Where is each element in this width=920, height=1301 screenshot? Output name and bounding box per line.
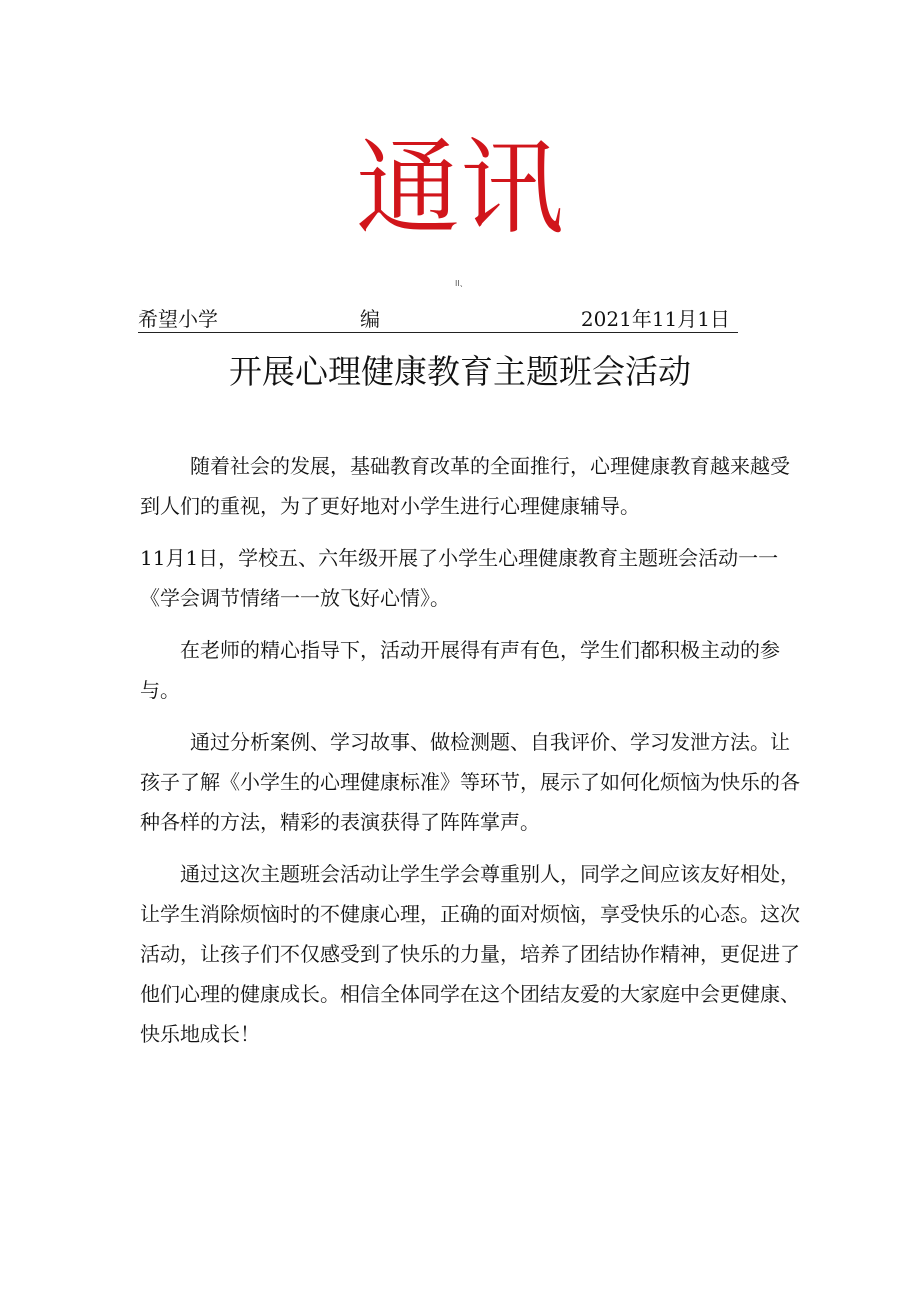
paragraph-2: 11月1日，学校五、六年级开展了小学生心理健康教育主题班会活动一一《学会调节情绪一一放飞好心情》。 [140,546,779,610]
publication-date: 2021年11月1日 [580,307,730,331]
publication-info-row [138,306,738,334]
editor-label: 编 [360,307,380,331]
article-title: 开展心理健康教育主题班会活动 [229,352,691,391]
school-name: 希望小学 [138,307,218,331]
paragraph-1: 随着社会的发展，基础教育改革的全面推行，心理健康教育越来越受到人们的重视，为了更好地对小学生进行心理健康辅导。 [140,454,790,518]
small-mark: II、 [455,279,468,288]
paragraph-5: 通过这次主题班会活动让学生学会尊重别人，同学之间应该友好相处，让学生消除烦恼时的不健康心理，正确的面对烦恼，享受快乐的心态。这次活动，让孩子们不仅感受到了快乐的力量，培养了团结协作精神，更促进了他们心理的健康成长。相信全体同学在这个团结友爱的大家庭中会更健康、快乐地成长！ [140,862,800,1046]
header-divider [138,332,738,333]
paragraph-4: 通过分析案例、学习故事、做检测题、自我评价、学习发泄方法。让孩子了解《小学生的心理健康标准》等环节，展示了如何化烦恼为快乐的各种各样的方法，精彩的表演获得了阵阵掌声。 [140,730,800,834]
masthead-title: 通讯 [355,127,564,249]
article-body [140,446,800,1066]
paragraph-3: 在老师的精心指导下，活动开展得有声有色，学生们都积极主动的参与。 [140,638,780,702]
